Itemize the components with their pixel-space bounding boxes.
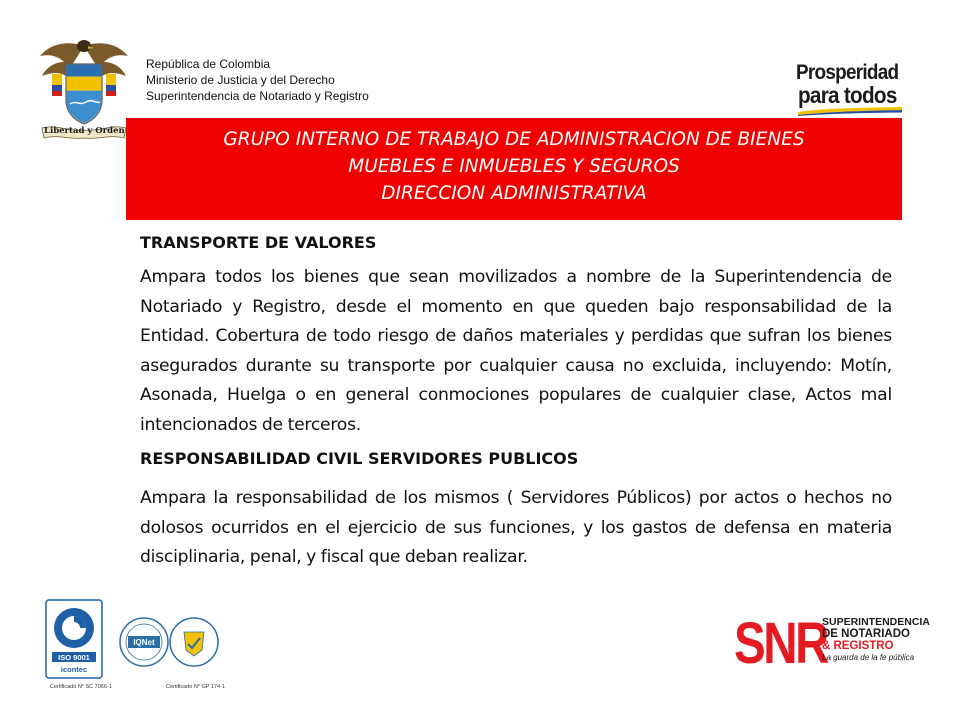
coat-of-arms-logo [36, 34, 132, 146]
institution-block [146, 56, 369, 104]
section-heading-responsabilidad: RESPONSABILIDAD CIVIL SERVIDORES PUBLICOS [140, 449, 579, 468]
institution-line-country: República de Colombia [146, 57, 271, 71]
snr-logo-line-1: SUPERINTENDENCIA [822, 616, 930, 628]
svg-text:icontec: icontec [60, 665, 88, 674]
title-banner [126, 118, 902, 220]
main-content [140, 228, 892, 573]
svg-text:IQNet: IQNet [133, 638, 155, 647]
institution-line-ministry: Ministerio de Justicia y del Derecho [146, 73, 335, 87]
svg-text:ISO 9001: ISO 9001 [58, 653, 90, 662]
institution-line-superintendence: Superintendencia de Notariado y Registro [146, 89, 369, 103]
snr-logo-tagline: La guarda de la fe pública [822, 653, 915, 662]
snr-logo [734, 612, 934, 686]
snr-logo-line-3: & REGISTRO [822, 640, 894, 652]
cert-caption-iqnet: Certificado N° GP 174-1 [166, 684, 225, 690]
prosperidad-logo-line-1: Prosperidad [796, 61, 899, 84]
snr-logo-line-2: DE NOTARIADO [822, 628, 910, 640]
snr-logo-letters: SNR [734, 611, 828, 676]
coat-of-arms-motto: Libertad y Orden [44, 126, 125, 136]
banner-line-1: GRUPO INTERNO DE TRABAJO DE ADMINISTRACION DE BIENES [223, 129, 805, 150]
snr-logo-text [822, 616, 930, 664]
prosperidad-logo [796, 62, 906, 120]
certification-logos [44, 598, 234, 694]
section-body-transporte: Ampara todos los bienes que sean movilizados a nombre de la Superintendencia de Notariado y Registro, desde el momento en que queden bajo responsabilidad de la Entidad. Cobertura de todo riesgo de daños materiales y perdidas que sufran los bienes asegurados durante su transporte por cualquier causa no excluida, incluyendo: Motín, Asonada, Huelga o en general conmociones populares de cualquier clase, Actos mal intencionados de terceros. [140, 267, 892, 435]
cert-caption-icontec: Certificado N° SC 7066-1 [50, 684, 112, 690]
banner-line-2: MUEBLES E INMUEBLES Y SEGUROS [348, 156, 680, 177]
prosperidad-logo-line-2: para todos [798, 82, 897, 108]
tricolor-stripe-icon [796, 106, 904, 116]
banner-line-3: DIRECCION ADMINISTRATIVA [381, 183, 647, 204]
section-heading-transporte: TRANSPORTE DE VALORES [140, 233, 377, 252]
certification-seals-icon [44, 598, 234, 684]
section-body-responsabilidad: Ampara la responsabilidad de los mismos ( Servidores Públicos) por actos o hechos no dolosos ocurridos en el ejercicio de sus funciones, y los gastos de defensa en materia disciplinaria, penal, y fiscal que deban realizar. [140, 488, 892, 567]
